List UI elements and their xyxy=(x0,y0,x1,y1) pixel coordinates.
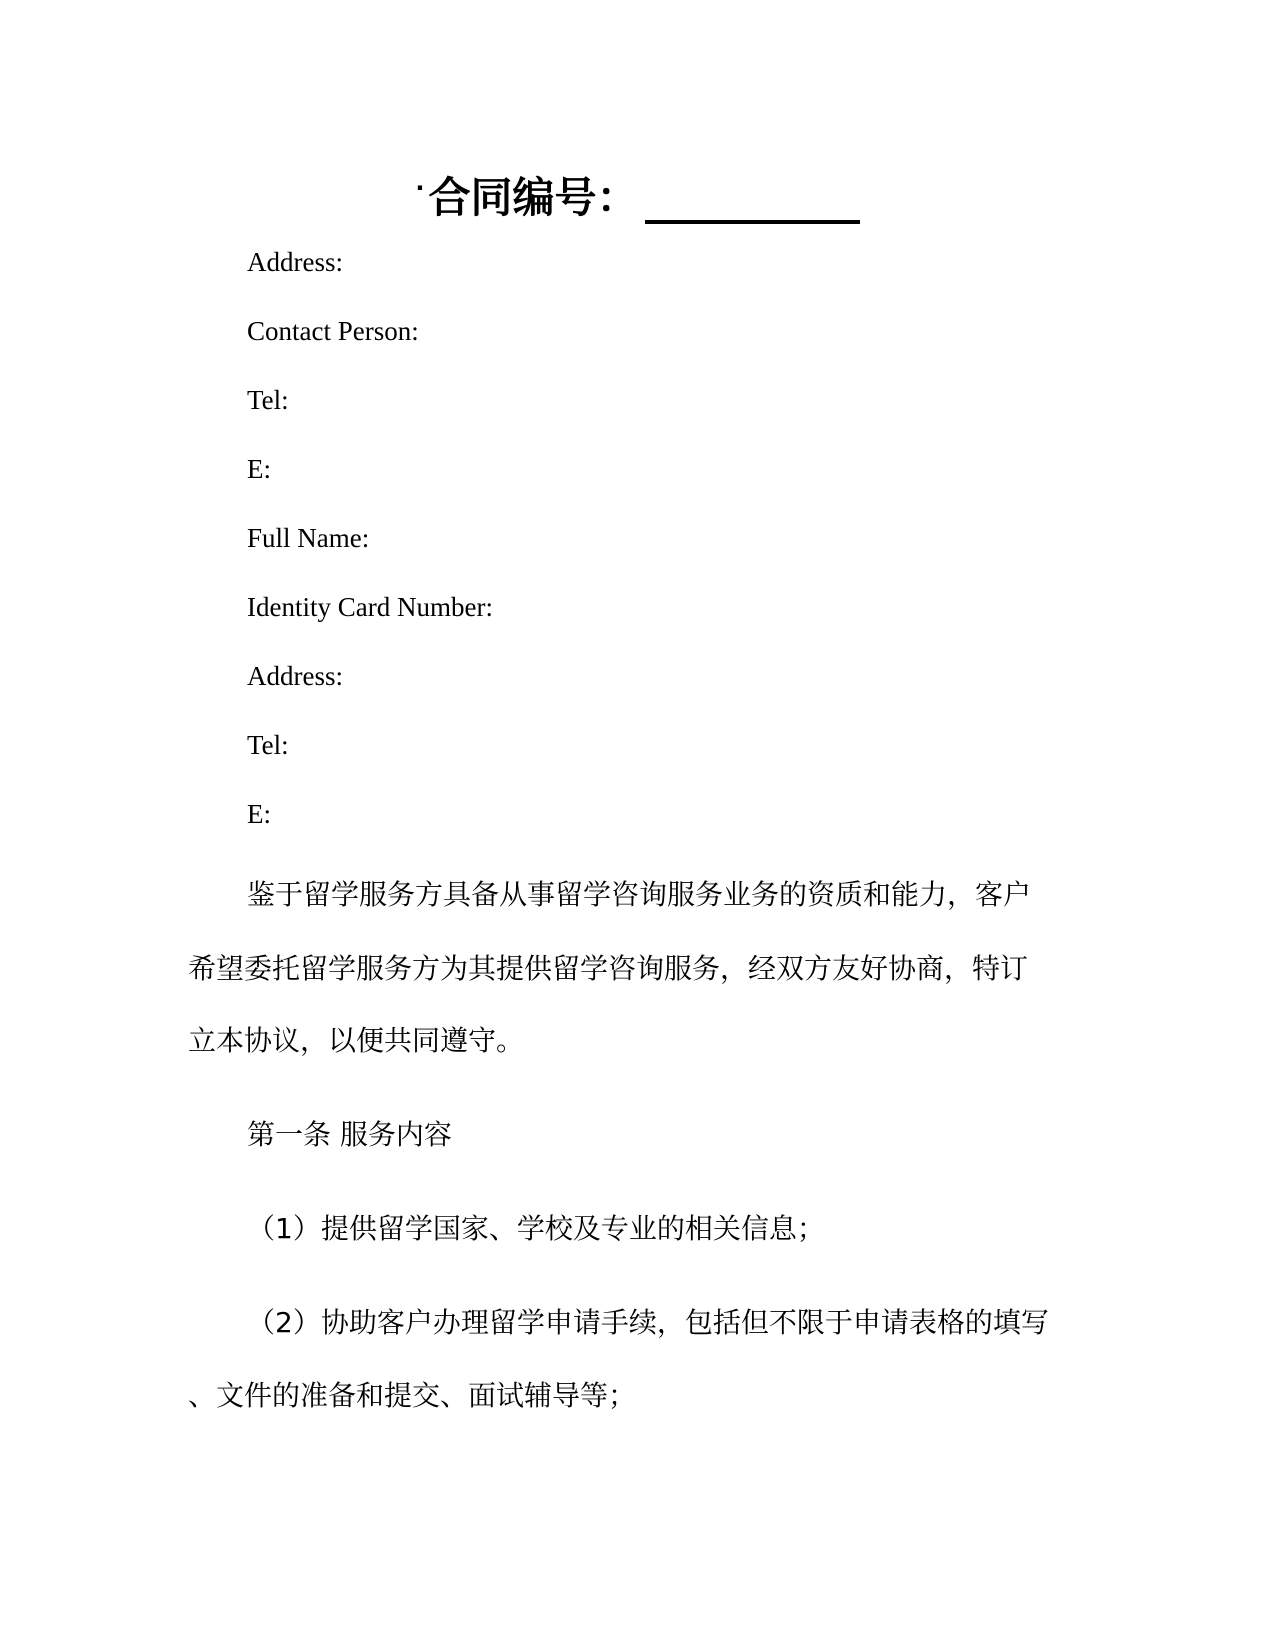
contract-number-blank xyxy=(645,178,860,224)
field-tel-2: Tel: xyxy=(247,730,289,760)
service-item-1: （1）提供留学国家、学校及专业的相关信息； xyxy=(247,1212,825,1245)
bullet-dot-icon: · xyxy=(415,174,425,202)
field-tel: Tel: xyxy=(247,385,289,415)
field-email-2: E: xyxy=(247,799,271,829)
field-email: E: xyxy=(247,454,271,484)
intro-line-2: 希望委托留学服务方为其提供留学咨询服务，经双方友好协商，特订 xyxy=(188,952,1029,985)
field-address: Address: xyxy=(247,247,343,277)
field-full-name: Full Name: xyxy=(247,523,370,553)
field-identity-card-number: Identity Card Number: xyxy=(247,592,493,622)
intro-line-1: 鉴于留学服务方具备从事留学咨询服务业务的资质和能力，客户 xyxy=(247,878,1032,911)
service-item-2-line-1: （2）协助客户办理留学申请手续，包括但不限于申请表格的填写 xyxy=(247,1306,1049,1339)
article-heading: 第一条 服务内容 xyxy=(247,1118,452,1151)
contract-number-title xyxy=(0,158,1275,228)
service-item-2-line-2: 、文件的准备和提交、面试辅导等； xyxy=(188,1379,637,1412)
field-address-2: Address: xyxy=(247,661,343,691)
title-text: 合同编号： xyxy=(428,173,639,222)
intro-line-3: 立本协议，以便共同遵守。 xyxy=(188,1024,525,1057)
field-contact-person: Contact Person: xyxy=(247,316,419,346)
